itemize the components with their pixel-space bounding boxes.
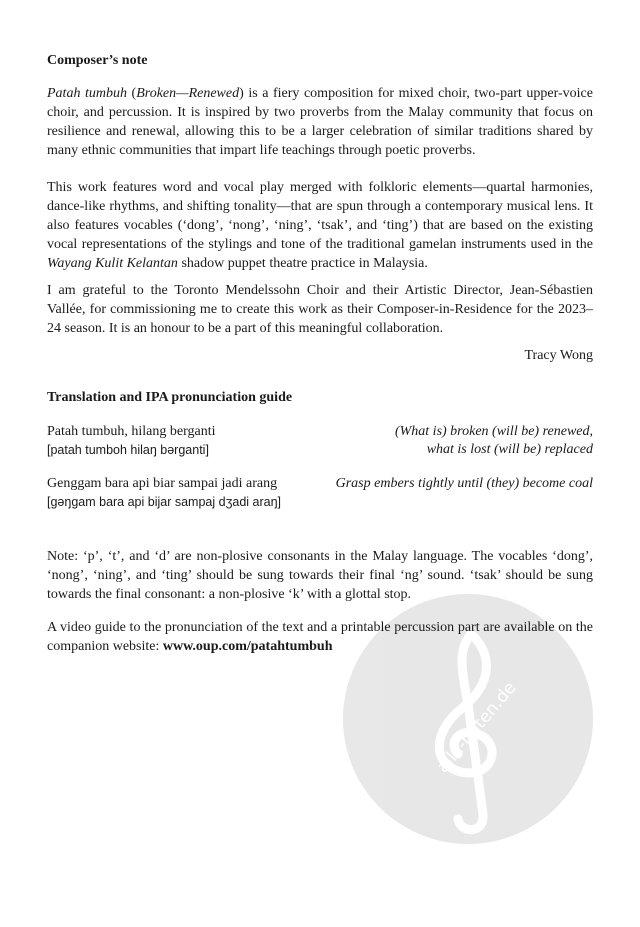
composers-note-paragraph-1: Patah tumbuh (Broken—Renewed) is a fiery composition for mixed choir, two-part upper-voice choir, and percussion. It is inspired by two proverbs from the Malay community that focus on resilience and renewal, allowing this to be a larger celebration of similar traditions shared by many ethnic communities that impart life teachings through poetic proverbs. (47, 86, 593, 158)
translation-heading: Translation and IPA pronunciation guide (47, 390, 293, 405)
composers-note-paragraph-2: This work features word and vocal play merged with folkloric elements—quartal harmonies, dance-like rhythms, and shifting tonality—that are spun through a contemporary musical lens. It also features vocables (‘dong’, ‘nong’, ‘ning’, ‘tsak’, and ‘ting’) that are based on the existing vocal representations of the stylings and tone of the traditional gamelan instruments used in the Wayang Kulit Kelantan shadow puppet theatre practice in Malaysia. (47, 180, 593, 271)
companion-website-link[interactable]: www.oup.com/patahtumbuh (162, 639, 333, 654)
signature: Tracy Wong (524, 348, 593, 363)
pronunciation-note: Note: ‘p’, ‘t’, and ‘d’ are non-plosive consonants in the Malay language. The vocables ‘dong’, ‘nong’, ‘ning’, and ‘ting’ should be sung towards their final ‘ng’ sound. ‘tsak’ should be sung towards the final consonant: a non-plosive ‘k’ with a glottal stop. (47, 549, 593, 602)
watermark-text: alle-noten.de (433, 678, 521, 777)
video-guide-paragraph: A video guide to the pronunciation of the text and a printable percussion part are available on the companion website: www.oup.com/patahtumbuh (47, 620, 593, 654)
composers-note-paragraph-3: I am grateful to the Toronto Mendelssohn Choir and their Artistic Director, Jean-Sébastien Vallée, for commissioning me to create this work as their Composer-in-Residence for the 2023–24 season. It is an honour to be a part of this meaningful collaboration. (47, 283, 593, 336)
composers-note-heading: Composer’s note (47, 53, 148, 68)
